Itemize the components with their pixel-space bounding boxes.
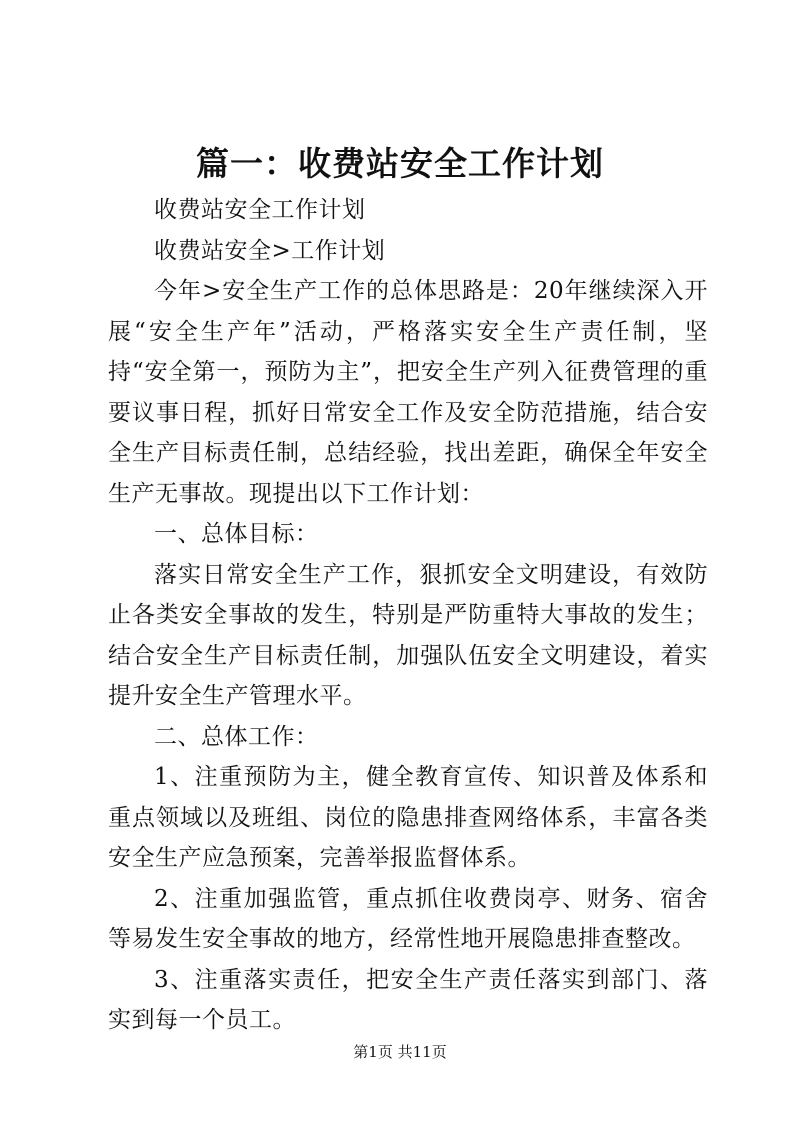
page-number-footer: 第1页 共11页 <box>353 1043 447 1061</box>
document-title: 篇一：收费站安全工作计划 <box>196 144 604 183</box>
section-heading: 一、总体目标： <box>154 521 319 547</box>
paragraph: 1、注重预防为主，健全教育宣传、知识普及体系和重点领域以及班组、岗位的隐患排查网络体系，丰富各类安全生产应急预案，完善举报监督体系。 <box>108 764 708 871</box>
paragraph: 2、注重加强监管，重点抓住收费岗亭、财务、宿舍等易发生安全事故的地方，经常性地开展隐患排查整改。 <box>108 885 708 952</box>
paragraph: 今年>安全生产工作的总体思路是：20年继续深入开展“安全生产年”活动，严格落实安全生产责任制，坚持“安全第一，预防为主”，把安全生产列入征费管理的重要议事日程，抓好日常安全工作及安全防范措施，结合安全生产目标责任制，总结经验，找出差距，确保全年安全生产无事故。现提出以下工作计划： <box>108 278 708 507</box>
paragraph: 收费站安全>工作计划 <box>154 237 386 264</box>
document-body <box>108 190 708 1041</box>
paragraph: 3、注重落实责任，把安全生产责任落实到部门、落实到每一个员工。 <box>108 966 708 1033</box>
paragraph: 收费站安全工作计划 <box>154 197 366 223</box>
section-heading: 二、总体工作： <box>154 723 319 750</box>
paragraph: 落实日常安全生产工作，狠抓安全文明建设，有效防止各类安全事故的发生，特别是严防重特大事故的发生；结合安全生产目标责任制，加强队伍安全文明建设，着实提升安全生产管理水平。 <box>108 561 708 709</box>
